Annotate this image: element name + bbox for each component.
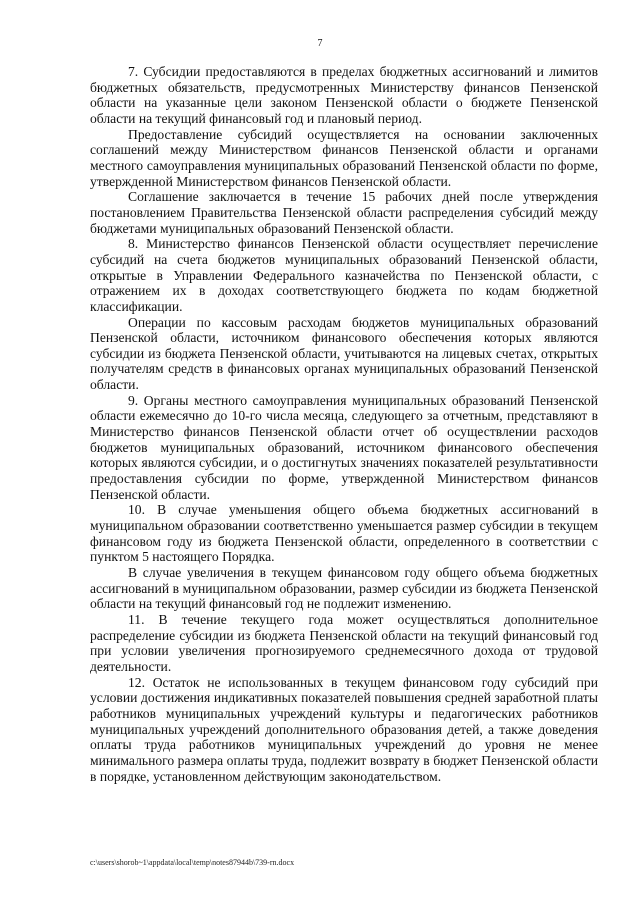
paragraph-8: 8. Министерство финансов Пензенской области осуществляет перечисление субсидий на счета бюджетов муниципальных образований Пензенской области, открытые в Управлении Федерального казначейства по Пензенской области, с отражением их в доходах соответствующего бюджета по кодам бюджетной классификации. — [90, 236, 598, 314]
paragraph-11: 11. В течение текущего года может осуществляться дополнительное распределение субсидии из бюджета Пензенской области на текущий финансовый год при условии увеличения прогнозируемого среднемесячного дохода от трудовой деятельности. — [90, 611, 598, 674]
footer-file-path: c:\users\shorob~1\appdata\local\temp\notes87944b\739-rn.docx — [90, 858, 295, 867]
document-body — [90, 64, 598, 784]
paragraph-7-agreements: Предоставление субсидий осуществляется на основании заключенных соглашений между Министерством финансов Пензенской области и органами местного самоуправления муниципальных образований Пензенской области по форме, утвержденной Министерством финансов Пензенской области. — [90, 126, 598, 189]
page-number: 7 — [317, 38, 323, 49]
paragraph-7: 7. Субсидии предоставляются в пределах бюджетных ассигнований и лимитов бюджетных обязательств, предусмотренных Министерству финансов Пензенской области на указанные цели законом Пензенской области о бюджете Пензенской области на текущий финансовый год и плановый период. — [90, 64, 598, 126]
paragraph-10: 10. В случае уменьшения общего объема бюджетных ассигнований в муниципальном образовании соответственно уменьшается размер субсидии в текущем финансовом году из бюджета Пензенской области, определенного в соответствии с пунктом 5 настоящего Порядка. — [90, 502, 598, 565]
paragraph-7-agreement-term: Соглашение заключается в течение 15 рабочих дней после утверждения постановлением Правительства Пензенской области распределения субсидий между бюджетами муниципальных образований Пензенской области. — [90, 189, 598, 236]
paragraph-9: 9. Органы местного самоуправления муниципальных образований Пензенской области ежемесячно до 10-го числа месяца, следующего за отчетным, представляют в Министерство финансов Пензенской области отчет об осуществлении расходов бюджетов муниципальных образований, источником финансового обеспечения которых являются субсидии, и о достигнутых значениях показателей результативности предоставления субсидии по форме, утвержденной Министерством финансов Пензенской области. — [90, 392, 598, 502]
paragraph-10-increase: В случае увеличения в текущем финансовом году общего объема бюджетных ассигнований в муниципальном образовании, размер субсидии из бюджета Пензенской области на текущий финансовый год не подлежит изменению. — [90, 565, 598, 612]
paragraph-12: 12. Остаток не использованных в текущем финансовом году субсидий при условии достижения индикативных показателей повышения средней заработной платы работников муниципальных учреждений культуры и педагогических работников муниципальных учреждений дополнительного образования детей, а также доведения оплаты труда работников муниципальных учреждений до уровня не менее минимального размера оплаты труда, подлежит возврату в бюджет Пензенской области в порядке, установленном действующим законодательством. — [90, 674, 598, 784]
paragraph-8-operations: Операции по кассовым расходам бюджетов муниципальных образований Пензенской области, источником финансового обеспечения которых являются субсидии из бюджета Пензенской области, учитываются на лицевых счетах, открытых получателям средств в финансовых органах муниципальных образований Пензенской области. — [90, 314, 598, 393]
